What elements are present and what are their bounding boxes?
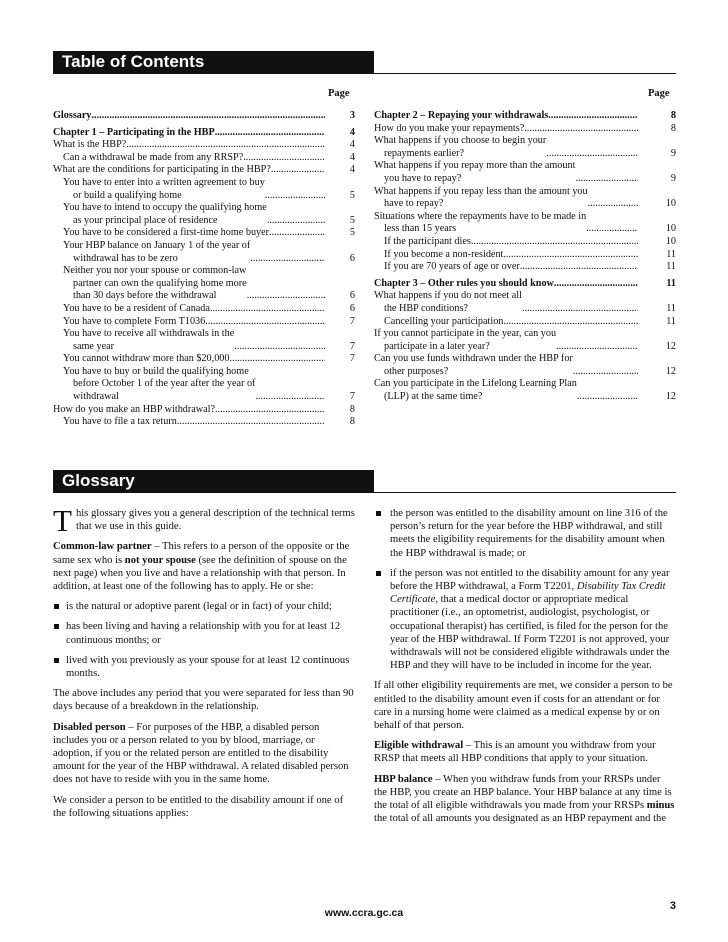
toc-page-number: 7 xyxy=(349,315,355,327)
toc-leader-dots xyxy=(205,316,325,329)
toc-page-number: 11 xyxy=(666,315,676,327)
toc-entry-title: Can a withdrawal be made from any RRSP? xyxy=(63,151,244,163)
toc-entry-title: If you become a non-resident xyxy=(384,248,504,260)
toc-entry-title: If the participant dies xyxy=(384,235,471,247)
term-disabled-person: Disabled person xyxy=(53,721,126,733)
toc-page-number: 11 xyxy=(666,277,676,289)
toc-page-number: 8 xyxy=(349,416,355,428)
glossary-intro: This glossary gives you a general description of the technical terms that we use in this guide. xyxy=(53,503,355,538)
toc-entry-title: What happens if you repay less than the amount you have to repay? xyxy=(374,185,588,210)
term-common-law-partner: Common-law partner xyxy=(53,541,152,553)
toc-leader-dots xyxy=(586,223,638,236)
toc-leader-dots xyxy=(554,278,638,291)
toc-entry-title: If you are 70 years of age or over xyxy=(384,261,520,273)
toc-leader-dots xyxy=(247,290,325,303)
toc-leader-dots xyxy=(92,110,326,123)
toc-leader-dots xyxy=(573,366,638,379)
toc-entry-title: What happens if you repay more than the amount you have to repay? xyxy=(374,160,576,184)
toc-entry[interactable] xyxy=(374,249,676,262)
toc-entry-title: Cancelling your participation xyxy=(384,315,504,327)
toc-heading: Table of Contents xyxy=(53,51,374,73)
toc-left-column xyxy=(53,110,355,429)
toc-entry-title: You have to buy or build the qualifying home before October 1 of the year after the year of withdrawal xyxy=(63,365,256,403)
toc-leader-dots xyxy=(177,416,325,429)
toc-leader-dots xyxy=(215,127,325,140)
toc-page-number: 9 xyxy=(670,172,676,184)
toc-entry-title: How do you make an HBP withdrawal? xyxy=(53,403,216,415)
toc-page-number: 4 xyxy=(349,126,355,138)
toc-page-number: 9 xyxy=(670,147,676,159)
toc-entry-title: Glossary xyxy=(53,110,92,121)
toc-leader-dots xyxy=(265,190,325,203)
glossary-heading: Glossary xyxy=(53,470,374,492)
toc-page-label-left: Page xyxy=(328,88,350,99)
toc-entry[interactable] xyxy=(53,202,355,227)
toc-entry-title: Situations where the repayments have to be made in less than 15 years xyxy=(374,210,587,235)
toc-entry[interactable] xyxy=(53,353,355,366)
toc-page-number: 6 xyxy=(349,252,355,264)
toc-leader-dots xyxy=(575,173,638,186)
toc-leader-dots xyxy=(524,123,638,136)
toc-rule xyxy=(53,73,676,74)
toc-entry-title: Chapter 3 – Other rules you should know xyxy=(374,277,554,289)
toc-leader-dots xyxy=(556,341,638,354)
drop-cap: T xyxy=(53,503,72,538)
toc-page-number: 4 xyxy=(349,151,355,163)
toc-entry[interactable] xyxy=(374,290,676,315)
toc-entry[interactable] xyxy=(374,211,676,236)
definition-eligible-withdrawal: Eligible withdrawal – This is an amount you withdraw from your RRSP that meets all HBP conditions that apply to your situation. xyxy=(374,740,656,765)
toc-page-number: 8 xyxy=(349,403,355,415)
footer-url[interactable]: www.ccra.gc.ca xyxy=(324,907,404,919)
toc-leader-dots xyxy=(503,316,638,329)
toc-leader-dots xyxy=(126,139,325,152)
toc-leader-dots xyxy=(546,148,638,161)
toc-leader-dots xyxy=(229,353,325,366)
toc-page-number: 5 xyxy=(349,214,355,226)
toc-page-number: 11 xyxy=(666,248,676,260)
toc-leader-dots xyxy=(243,152,325,165)
separation-note: The above includes any period that you were separated for less than 90 days because of a breakdown in the relationship. xyxy=(53,688,354,713)
toc-entry[interactable] xyxy=(374,236,676,249)
glossary-left-column xyxy=(53,503,355,827)
toc-leader-dots xyxy=(588,198,638,211)
toc-leader-dots xyxy=(522,303,638,316)
eligibility-note: If all other eligibility requirements are met, we consider a person to be entitled to the disability amount even if costs for an attendant or for care in a nursing home were claimed as a medical expense by or on behalf of that person. xyxy=(374,680,673,732)
toc-page-number: 10 xyxy=(665,198,676,210)
list-item: is the natural or adoptive parent (legal or in fact) of your child; xyxy=(53,600,355,613)
toc-right-column xyxy=(374,110,676,404)
toc-page-number: 6 xyxy=(349,302,355,314)
toc-entry[interactable] xyxy=(374,123,676,136)
toc-entry[interactable] xyxy=(374,186,676,211)
toc-page-number: 10 xyxy=(665,235,676,247)
toc-page-number: 12 xyxy=(665,391,676,403)
toc-leader-dots xyxy=(215,404,325,417)
toc-entry[interactable] xyxy=(53,328,355,353)
toc-entry-title: You have to complete Form T1036 xyxy=(63,315,206,327)
toc-entry-title: You have to be considered a first-time home buyer xyxy=(63,227,270,239)
toc-entry[interactable] xyxy=(53,303,355,316)
toc-entry[interactable] xyxy=(53,265,355,303)
term-hbp-balance: HBP balance xyxy=(374,773,433,785)
toc-entry[interactable] xyxy=(53,316,355,329)
toc-leader-dots xyxy=(503,249,638,262)
list-item: the person was entitled to the disability amount on line 316 of the person’s return for the year before the HBP withdrawal, and still meets the eligibility requirements for the disability amount when the HBP withdrawal is made; or xyxy=(374,507,676,560)
toc-page-number: 7 xyxy=(349,340,355,352)
definition-common-law-partner: Common-law partner – This refers to a person of the opposite or the same sex who is not your spouse (see the definition of spouse on the next page) when you live and have a relationship with that person. In addition, at least one of the following has to apply. He or she: xyxy=(53,541,350,593)
toc-entry[interactable] xyxy=(53,366,355,404)
toc-entry-title: What are the conditions for participating in the HBP? xyxy=(53,164,271,176)
toc-entry-title: What happens if you choose to begin your repayments earlier? xyxy=(374,135,547,159)
page-number: 3 xyxy=(669,900,676,912)
toc-entry[interactable] xyxy=(53,177,355,202)
disabled-consider-note: We consider a person to be entitled to the disability amount if one of the following situations applies: xyxy=(53,794,344,819)
toc-entry-title: What is the HBP? xyxy=(53,139,127,151)
toc-entry-title: What happens if you do not meet all the HBP conditions? xyxy=(374,290,522,314)
toc-page-number: 12 xyxy=(665,365,676,377)
toc-entry[interactable] xyxy=(53,127,355,140)
toc-page-number: 4 xyxy=(349,139,355,151)
toc-entry[interactable] xyxy=(374,135,676,160)
toc-entry[interactable] xyxy=(53,240,355,265)
toc-leader-dots xyxy=(577,391,638,404)
toc-entry[interactable] xyxy=(53,227,355,240)
toc-entry-title: Can you use funds withdrawn under the HBP for other purposes? xyxy=(374,353,573,377)
toc-entry-title: You have to intend to occupy the qualifying home as your principal place of residence xyxy=(63,202,267,226)
toc-entry-title: You have to enter into a written agreement to buy or build a qualifying home xyxy=(63,176,265,201)
toc-entry-title: You have to receive all withdrawals in the same year xyxy=(63,328,235,352)
toc-entry[interactable] xyxy=(374,378,676,403)
list-item: lived with you previously as your spouse for at least 12 continuous months. xyxy=(53,654,355,680)
toc-page-number: 7 xyxy=(349,353,355,365)
toc-entry[interactable] xyxy=(374,278,676,291)
toc-leader-dots xyxy=(271,164,325,177)
toc-leader-dots xyxy=(520,261,638,274)
toc-entry-title: You have to file a tax return xyxy=(63,416,177,428)
toc-entry[interactable] xyxy=(374,160,676,185)
toc-entry-title: You have to be a resident of Canada xyxy=(63,302,210,314)
toc-page-number: 6 xyxy=(349,290,355,302)
toc-entry[interactable] xyxy=(53,152,355,165)
toc-page-number: 7 xyxy=(349,391,355,403)
glossary-right-column xyxy=(374,507,676,832)
toc-entry[interactable] xyxy=(53,404,355,417)
toc-entry-title: Your HBP balance on January 1 of the year of withdrawal has to be zero xyxy=(63,239,251,264)
term-eligible-withdrawal: Eligible withdrawal xyxy=(374,740,464,752)
toc-page-number: 3 xyxy=(349,110,355,121)
toc-leader-dots xyxy=(255,391,325,404)
toc-entry[interactable] xyxy=(53,164,355,177)
toc-page-number: 11 xyxy=(666,261,676,273)
toc-entry-title: Chapter 1 – Participating in the HBP xyxy=(53,126,215,138)
toc-entry-title: Can you participate in the Lifelong Learning Plan (LLP) at the same time? xyxy=(374,378,577,403)
toc-leader-dots xyxy=(269,227,325,240)
list-item: if the person was not entitled to the disability amount for any year before the HBP withdrawal, a Form T2201, Disability Tax Credit Certificate, that a medical doctor or appropriate medical practitioner (i.e., an optometrist, audiologist, psychologist, or occupational therapist) has certified, is filed for the person for the year of the HBP withdrawal. If Form T2201 is not approved, your withdrawals will not be considered eligible withdrawals under the HBP and they will have to be included in income for the year. xyxy=(374,567,676,673)
toc-page-number: 5 xyxy=(349,227,355,239)
list-item: has been living and having a relationship with you for at least 12 continuous months; or xyxy=(53,620,355,646)
toc-leader-dots xyxy=(471,236,638,249)
toc-page-number: 8 xyxy=(670,122,676,134)
toc-page-number: 8 xyxy=(670,110,676,121)
toc-entry[interactable] xyxy=(53,110,355,123)
toc-entry-title: Chapter 2 – Repaying your withdrawals xyxy=(374,110,549,121)
toc-entry[interactable] xyxy=(374,261,676,274)
form-title: Disability Tax Credit Certificate xyxy=(390,581,666,606)
definition-disabled-person: Disabled person – For purposes of the HBP, a disabled person includes you or a person related to you by blood, marriage, or adoption, if you or the related person are entitled to the disability amount for the year of the HBP withdrawal. A related disabled person does not have to reside with you in the same home. xyxy=(53,721,349,786)
toc-page-number: 12 xyxy=(665,340,676,352)
toc-entry-title: If you cannot participate in the year, can you participate in a later year? xyxy=(374,328,557,352)
toc-leader-dots xyxy=(234,341,325,354)
toc-entry[interactable] xyxy=(374,353,676,378)
toc-entry[interactable] xyxy=(374,316,676,329)
toc-entry-title: How do you make your repayments? xyxy=(374,122,525,134)
toc-page-number: 11 xyxy=(666,302,676,314)
toc-entry-title: You cannot withdraw more than $20,000 xyxy=(63,353,230,365)
toc-entry[interactable] xyxy=(374,328,676,353)
toc-entry[interactable] xyxy=(53,416,355,429)
toc-entry-title: Neither you nor your spouse or common-law partner can own the qualifying home more than 30 days before the withdrawal xyxy=(63,265,247,302)
toc-leader-dots xyxy=(267,215,325,228)
toc-leader-dots xyxy=(210,303,325,316)
toc-page-number: 10 xyxy=(665,223,676,235)
glossary-rule xyxy=(53,492,676,493)
toc-leader-dots xyxy=(548,110,638,123)
definition-hbp-balance: HBP balance – When you withdraw funds from your RRSPs under the HBP, you create an HBP balance. Your HBP balance at any time is the total of all eligible withdrawals you made from your RRSPs minus the total of all amounts you designated as an HBP repayment and the xyxy=(374,773,675,825)
toc-leader-dots xyxy=(250,253,325,266)
toc-entry[interactable] xyxy=(53,139,355,152)
toc-page-number: 4 xyxy=(349,164,355,176)
toc-page-number: 5 xyxy=(349,189,355,201)
toc-page-label-right: Page xyxy=(648,88,670,99)
toc-entry[interactable] xyxy=(374,110,676,123)
